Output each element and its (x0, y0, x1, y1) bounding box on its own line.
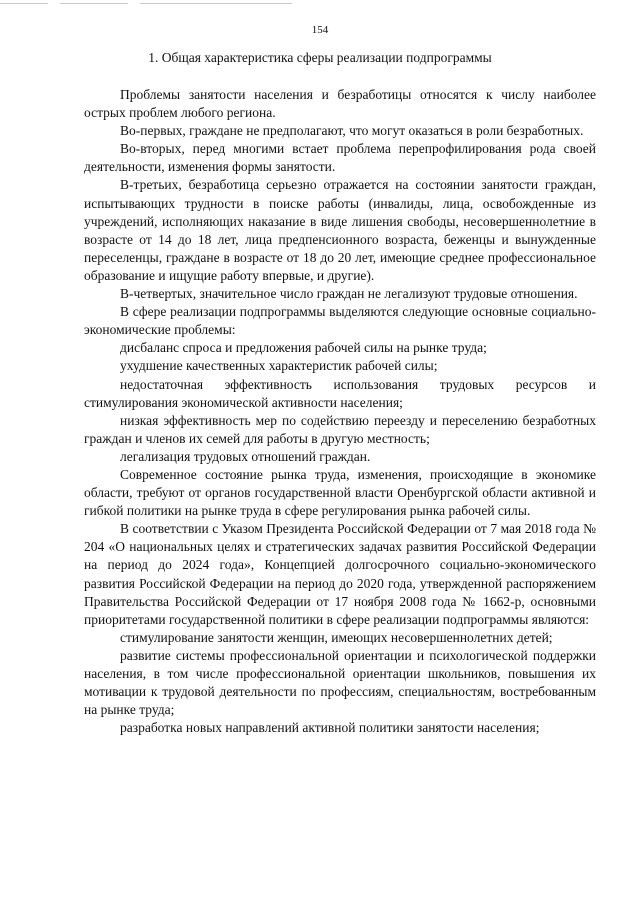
paragraph: Во-первых, граждане не предполагают, что могут оказаться в роли безработных. (120, 123, 584, 139)
paragraph: В-четвертых, значительное число граждан не легализуют трудовые отношения. (120, 286, 578, 302)
top-edge-line (0, 3, 48, 4)
list-item: стимулирование занятости женщин, имеющих несовершеннолетних детей; (120, 629, 553, 645)
document-body (84, 86, 596, 737)
paragraph: В-третьих, безработица серьезно отражается на состоянии занятости граждан, испытывающих трудности в поиске работы (инвалиды, лица, освобожденные из учреждений, исполняющих наказание в виде лишения свободы, несовершеннолетние в возрасте от 14 до 18 лет, лица предпенсионного возраста, беженцы и вынужденные переселенцы, граждане в возрасте от 18 до 20 лет, имеющие среднее профессиональное образование и ищущие работу впервые, и другие). (84, 177, 596, 283)
list-item: развитие системы профессиональной ориентации и психологической поддержки населения, в том числе профессиональной ориентации школьников, повышения их мотивации к трудовой деятельности по профессиям, специальностям, востребованным на рынке труда; (84, 647, 596, 718)
list-item: недостаточная эффективность использования трудовых ресурсов и стимулирования экономической активности населения; (84, 376, 596, 410)
paragraph: Проблемы занятости населения и безработицы относятся к числу наиболее острых проблем любого региона. (84, 87, 596, 121)
paragraph: В сфере реализации подпрограммы выделяются следующие основные социально-экономические проблемы: (84, 304, 596, 338)
list-item: дисбаланс спроса и предложения рабочей силы на рынке труда; (120, 340, 487, 356)
page-number: 154 (311, 24, 329, 36)
paragraph: Современное состояние рынка труда, изменения, происходящие в экономике области, требуют от органов государственной власти Оренбургской области активной и гибкой политики на рынке труда в сфере регулирования рынка рабочей силы. (84, 466, 596, 519)
paragraph: В соответствии с Указом Президента Российской Федерации от 7 мая 2018 года № 204 «О национальных целях и стратегических задачах развития Российской Федерации на период до 2024 года», Концепцией долгосрочного социально-экономического развития Российской Федерации на период до 2020 года, утвержденной распоряжением Правительства Российской Федерации от 17 ноября 2008 года № 1662-р, основными приоритетами государственной политики в сфере реализации подпрограммы являются: (84, 521, 596, 627)
list-item: разработка новых направлений активной политики занятости населения; (120, 720, 540, 736)
list-item: ухудшение качественных характеристик рабочей силы; (120, 358, 438, 374)
list-item: легализация трудовых отношений граждан. (120, 448, 371, 464)
paragraph: Во-вторых, перед многими встает проблема перепрофилирования рода своей деятельности, изменения формы занятости. (84, 141, 596, 175)
top-edge-line (140, 3, 292, 4)
section-title: 1. Общая характеристика сферы реализации подпрограммы (148, 50, 492, 65)
list-item: низкая эффективность мер по содействию переезду и переселению безработных граждан и членов их семей для работы в другую местность; (84, 412, 596, 446)
top-edge-line (60, 3, 128, 4)
